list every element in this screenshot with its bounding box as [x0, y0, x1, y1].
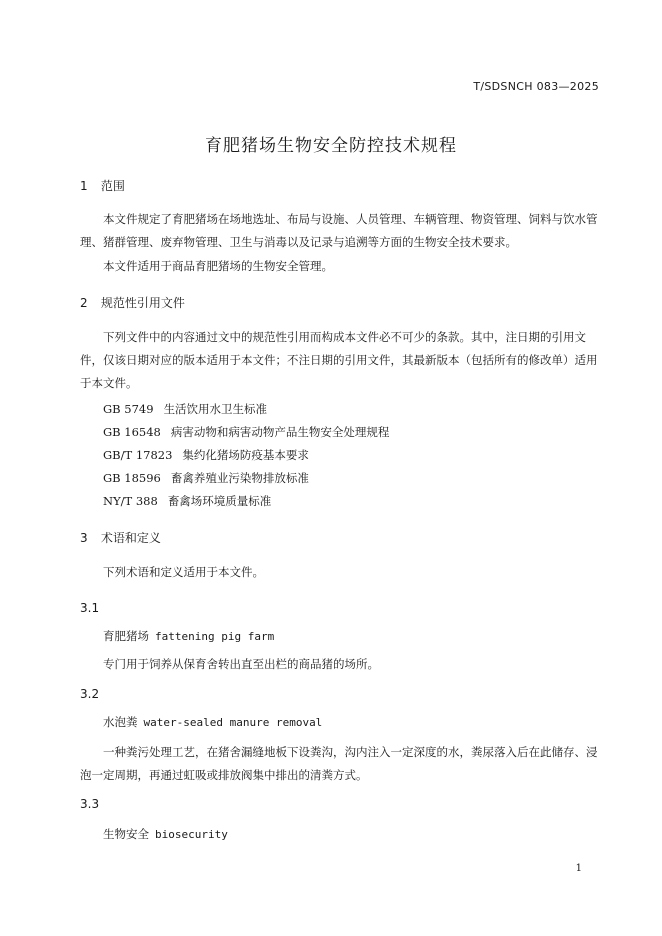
term-english: fattening pig farm: [155, 630, 275, 643]
term-english: water-sealed manure removal: [143, 716, 323, 729]
paragraph: 本文件规定了育肥猪场在场地选址、布局与设施、人员管理、车辆管理、物资管理、饲料与饮水管理、猪群管理、废弃物管理、卫生与消毒以及记录与追溯等方面的生物安全技术要求。: [80, 212, 598, 249]
reference-item: [103, 470, 309, 486]
term-definition: 一种粪污处理工艺，在猪舍漏缝地板下设粪沟，沟内注入一定深度的水，粪尿落入后在此储存、浸泡一定周期，再通过虹吸或排放阀集中排出的清粪方式。: [80, 745, 598, 782]
term-chinese: 生物安全: [103, 827, 149, 841]
reference-title: 病害动物和病害动物产品生物安全处理规程: [170, 425, 390, 439]
reference-code: GB 18596: [103, 471, 161, 485]
section-heading: [80, 177, 125, 194]
reference-item: [103, 447, 309, 463]
section-title: 范围: [100, 179, 125, 193]
reference-item: [103, 493, 271, 509]
term-entry: [103, 826, 228, 842]
section-number: 3: [80, 531, 88, 545]
reference-code: NY/T 388: [103, 494, 158, 508]
term-chinese: 育肥猪场: [103, 629, 149, 643]
term-number: 3.2: [80, 687, 100, 701]
section-title: 规范性引用文件: [100, 296, 185, 310]
document-code: T/SDSNCH 083—2025: [473, 80, 599, 93]
section-heading: [80, 529, 161, 546]
reference-code: GB/T 17823: [103, 448, 173, 462]
term-chinese: 水泡粪: [103, 715, 138, 729]
reference-title: 畜禽养殖业污染物排放标准: [170, 471, 309, 485]
reference-title: 畜禽场环境质量标准: [167, 494, 272, 508]
section-number: 1: [80, 179, 88, 193]
term-number: 3.3: [80, 797, 100, 811]
paragraph: 本文件适用于商品育肥猪场的生物安全管理。: [103, 259, 333, 273]
reference-title: 生活饮用水卫生标准: [163, 402, 268, 416]
term-number: 3.1: [80, 601, 100, 615]
reference-item: [103, 424, 389, 440]
reference-code: GB 16548: [103, 425, 161, 439]
term-definition: 专门用于饲养从保育舍转出直至出栏的商品猪的场所。: [103, 657, 379, 671]
section-heading: [80, 294, 185, 311]
term-english: biosecurity: [155, 828, 228, 841]
section-title: 术语和定义: [100, 531, 161, 545]
reference-title: 集约化猪场防疫基本要求: [182, 448, 309, 462]
reference-item: [103, 401, 267, 417]
paragraph: 下列文件中的内容通过文中的规范性引用而构成本文件必不可少的条款。其中，注日期的引用文件，仅该日期对应的版本适用于本文件；不注日期的引用文件，其最新版本（包括所有的修改单）适用于本文件。: [80, 330, 598, 390]
reference-code: GB 5749: [103, 402, 154, 416]
paragraph: 下列术语和定义适用于本文件。: [103, 565, 264, 579]
page-number: 1: [575, 863, 582, 874]
section-number: 2: [80, 296, 88, 310]
term-entry: [103, 628, 274, 644]
term-entry: [103, 714, 322, 730]
document-title: 育肥猪场生物安全防控技术规程: [205, 136, 457, 156]
